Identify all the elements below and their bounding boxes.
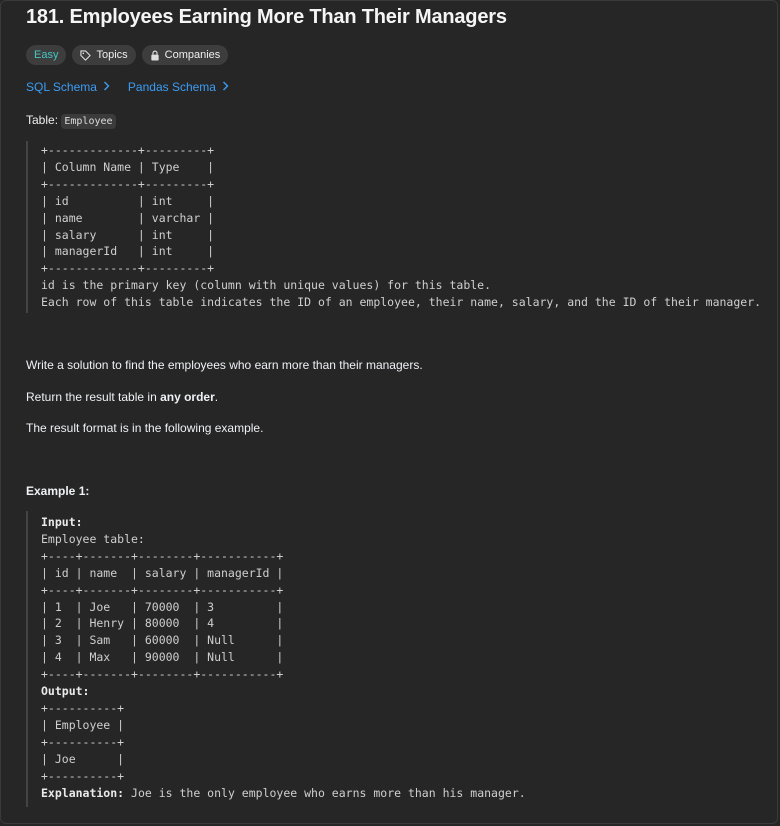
difficulty-label: Easy xyxy=(34,49,59,61)
pandas-schema-link[interactable] xyxy=(128,80,229,94)
explanation-text: Joe is the only employee who earns more than his manager. xyxy=(124,785,526,800)
chevron-right-icon xyxy=(222,80,229,94)
pandas-schema-label: Pandas Schema xyxy=(127,80,216,94)
schema-links xyxy=(26,80,229,94)
explanation-label: Explanation: xyxy=(41,785,125,800)
input-table: +----+-------+--------+-----------+ | id | name | salary | managerId | +----+-------+--------+-----------+ | 1 | Joe | 70000 | 3 | | 2 | Henry | 80000 | 4 | | 3 | Sam | 60000 | Null | | 4 | Max | 90000 | Null | +----+-------+--------+-----------+ xyxy=(41,548,284,682)
topics-label: Topics xyxy=(96,49,128,61)
description-paragraph-2 xyxy=(26,390,218,404)
chevron-right-icon xyxy=(103,80,110,94)
table-intro-label: Table: xyxy=(26,113,59,127)
tag-bar xyxy=(26,45,228,65)
description-paragraph-3: The result format is in the following example. xyxy=(26,421,264,435)
p2-suffix: . xyxy=(214,390,219,404)
p2-prefix: Return the result table in xyxy=(26,390,161,404)
topics-button[interactable] xyxy=(72,45,135,65)
schema-code-block xyxy=(26,141,780,313)
sql-schema-label: SQL Schema xyxy=(26,80,97,94)
p2-bold: any order xyxy=(160,390,215,404)
example-code-text xyxy=(28,511,780,801)
description-paragraph-1: Write a solution to find the employees who earn more than their managers. xyxy=(26,358,423,372)
companies-button[interactable] xyxy=(142,45,229,65)
table-intro xyxy=(26,113,116,127)
difficulty-badge xyxy=(26,45,66,65)
table-caption: Employee table: xyxy=(41,531,145,546)
output-label: Output: xyxy=(41,684,90,699)
output-table: +----------+ | Employee | +----------+ | Joe | +----------+ xyxy=(41,700,125,783)
example-title: Example 1: xyxy=(26,484,90,498)
sql-schema-link[interactable] xyxy=(26,80,110,94)
table-name-code: Employee xyxy=(61,114,115,129)
input-label: Input: xyxy=(41,515,83,529)
problem-title: 181. Employees Earning More Than Their Managers xyxy=(26,6,507,28)
lock-icon xyxy=(150,50,160,61)
tag-icon xyxy=(80,50,91,61)
companies-label: Companies xyxy=(164,49,221,61)
example-code-block xyxy=(26,511,780,807)
schema-code-text: +-------------+---------+ | Column Name | Type | +-------------+---------+ | id | int | | name | varchar | | salary | int | | managerId | int | +-------------+---------+ id is the primary key (column with unique values) for this table. Each row of this table indicates the ID of an employee, their name, salary, and the ID of their manager. xyxy=(41,143,762,310)
